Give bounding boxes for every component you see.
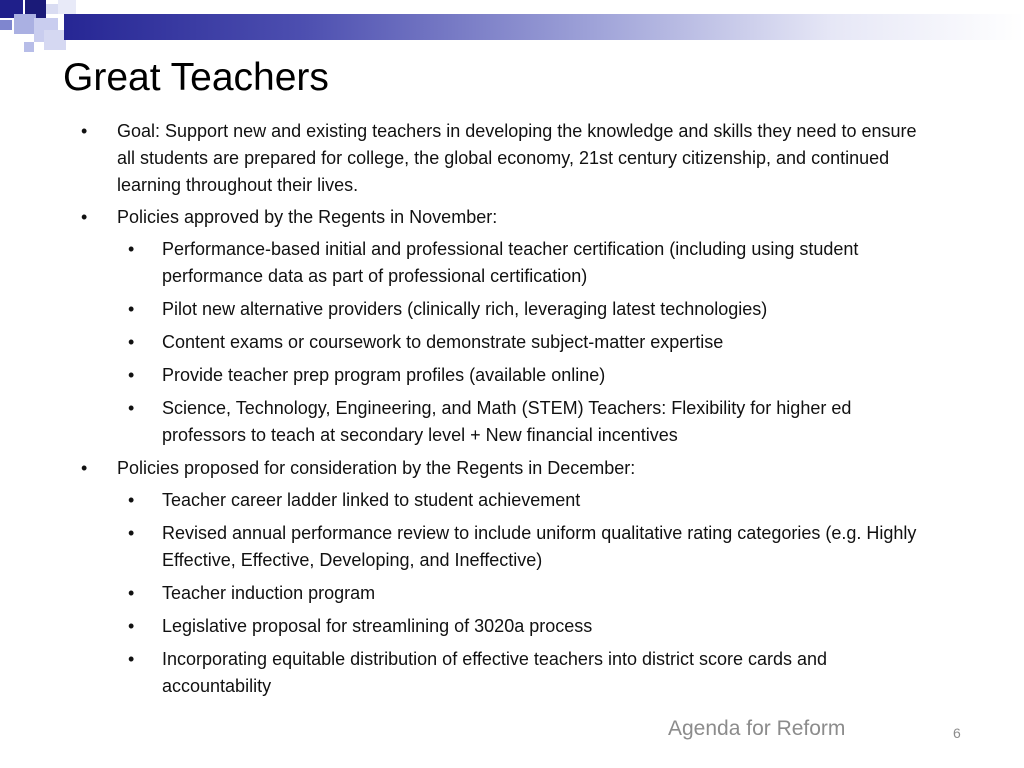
decorative-square [44,30,66,50]
sub-bullet-item [70,395,930,449]
bullet-icon: • [81,121,88,141]
bullet-text: Policies approved by the Regents in November: [117,207,498,227]
sub-bullet-item [70,236,930,290]
bullet-text: Teacher career ladder linked to student achievement [162,490,581,510]
footer-text: Agenda for Reform [668,717,846,740]
bullet-list [70,118,930,706]
sub-bullet-item [70,580,930,607]
bullet-icon: • [81,458,88,478]
bullet-item [70,118,930,199]
bullet-icon: • [81,207,88,227]
page-number: 6 [953,725,961,741]
sub-bullet-item [70,520,930,574]
bullet-text: Performance-based initial and professional teacher certification (including using student performance data as part of professional certification) [162,239,859,286]
bullet-text: Content exams or coursework to demonstrate subject-matter expertise [162,332,724,352]
bullet-icon: • [128,583,135,603]
slide-title: Great Teachers [63,56,329,99]
bullet-text: Goal: Support new and existing teachers in developing the knowledge and skills they need to ensure all students are prepared for college, the global economy, 21st century citizenship, and continued learning throughout their lives. [117,121,917,195]
sub-bullet-item [70,646,930,700]
bullet-text: Revised annual performance review to include uniform qualitative rating categories (e.g. Highly Effective, Effective, Developing, and Ineffective) [162,523,917,570]
bullet-text: Incorporating equitable distribution of effective teachers into district score cards and accountability [162,649,828,696]
bullet-icon: • [128,332,135,352]
bullet-icon: • [128,523,135,543]
bullet-icon: • [128,398,135,418]
bullet-text: Legislative proposal for streamlining of 3020a process [162,616,593,636]
bullet-text: Provide teacher prep program profiles (available online) [162,365,606,385]
sub-bullet-item [70,362,930,389]
bullet-icon: • [128,649,135,669]
decorative-square [58,0,76,14]
sub-bullet-item [70,329,930,356]
bullet-icon: • [128,239,135,259]
bullet-item [70,204,930,231]
bullet-text: Science, Technology, Engineering, and Math (STEM) Teachers: Flexibility for higher ed professors to teach at secondary level + New financial incentives [162,398,852,445]
bullet-item [70,455,930,482]
bullet-icon: • [128,490,135,510]
title-gradient-bar [64,14,1024,40]
decorative-square [0,20,12,30]
sub-bullet-item [70,613,930,640]
decorative-square [24,42,34,52]
bullet-text: Pilot new alternative providers (clinically rich, leveraging latest technologies) [162,299,768,319]
bullet-icon: • [128,616,135,636]
sub-bullet-item [70,487,930,514]
bullet-text: Teacher induction program [162,583,376,603]
bullet-icon: • [128,299,135,319]
bullet-icon: • [128,365,135,385]
bullet-text: Policies proposed for consideration by the Regents in December: [117,458,636,478]
sub-bullet-item [70,296,930,323]
decorative-square [14,14,36,34]
